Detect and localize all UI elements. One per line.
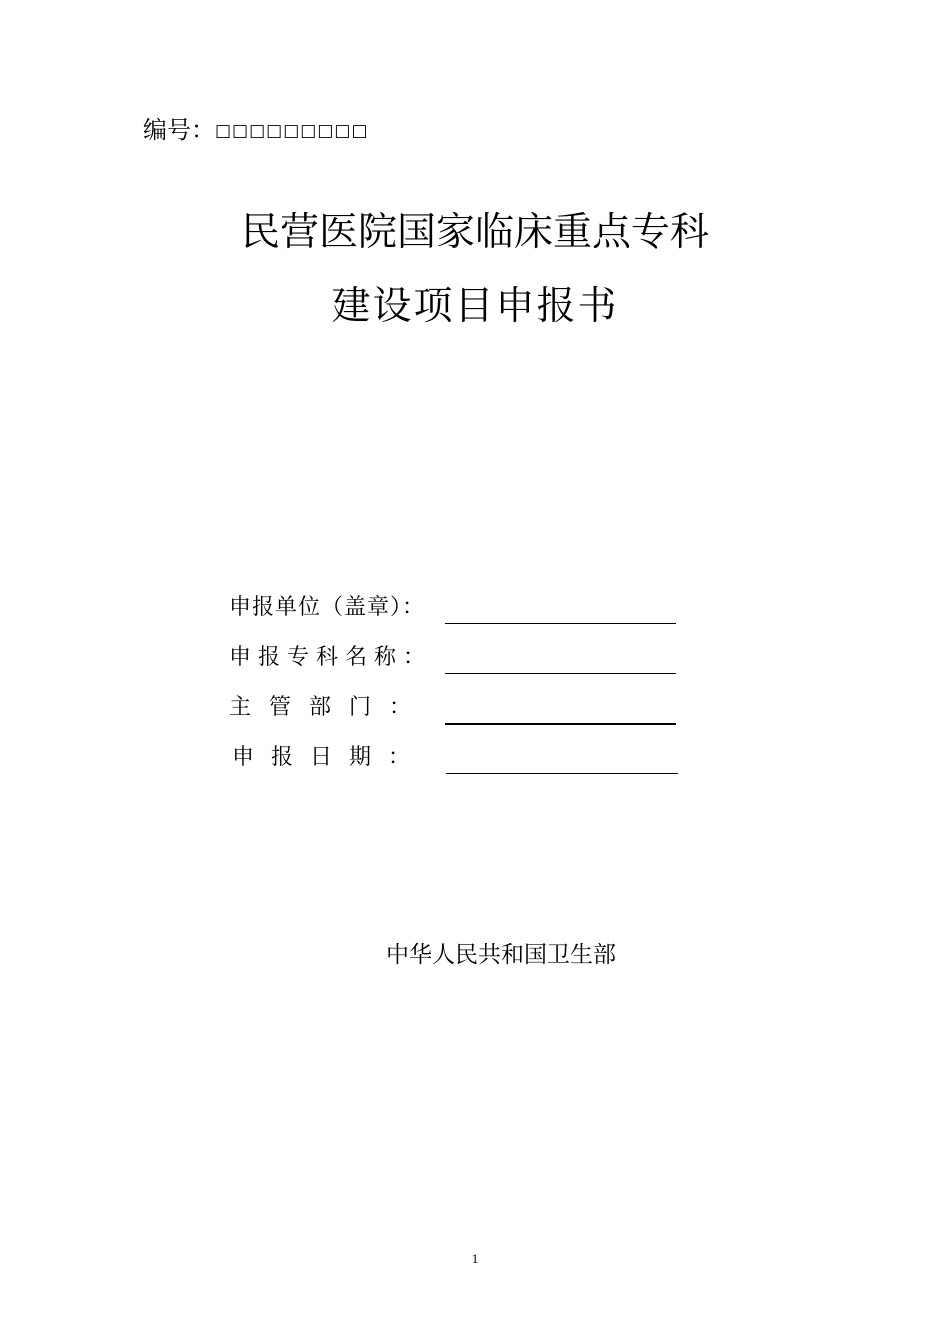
field-competent-department-label: 主管部门： <box>229 695 430 720</box>
field-application-date-label: 申报日期： <box>232 745 428 770</box>
field-applicant-unit <box>229 590 699 630</box>
serial-number-line <box>143 114 369 147</box>
document-title-line-2: 建设项目申报书 <box>331 284 619 329</box>
field-specialty-name-blank[interactable] <box>445 673 676 674</box>
page-number: 1 <box>471 1251 479 1266</box>
field-application-date <box>232 740 702 780</box>
field-competent-department-blank[interactable] <box>445 723 676 725</box>
serial-number-label: 编号： <box>143 116 215 144</box>
document-title-line-1: 民营医院国家临床重点专科 <box>240 210 709 255</box>
field-applicant-unit-blank[interactable] <box>445 623 676 624</box>
field-specialty-name <box>229 640 699 680</box>
issuing-authority: 中华人民共和国卫生部 <box>386 942 616 968</box>
serial-number-boxes: □□□□□□□□□ <box>215 121 369 141</box>
field-application-date-blank[interactable] <box>446 773 678 774</box>
field-competent-department <box>229 690 699 730</box>
field-specialty-name-label: 申报专科名称： <box>229 645 433 670</box>
field-applicant-unit-label: 申报单位（盖章）： <box>229 595 426 620</box>
